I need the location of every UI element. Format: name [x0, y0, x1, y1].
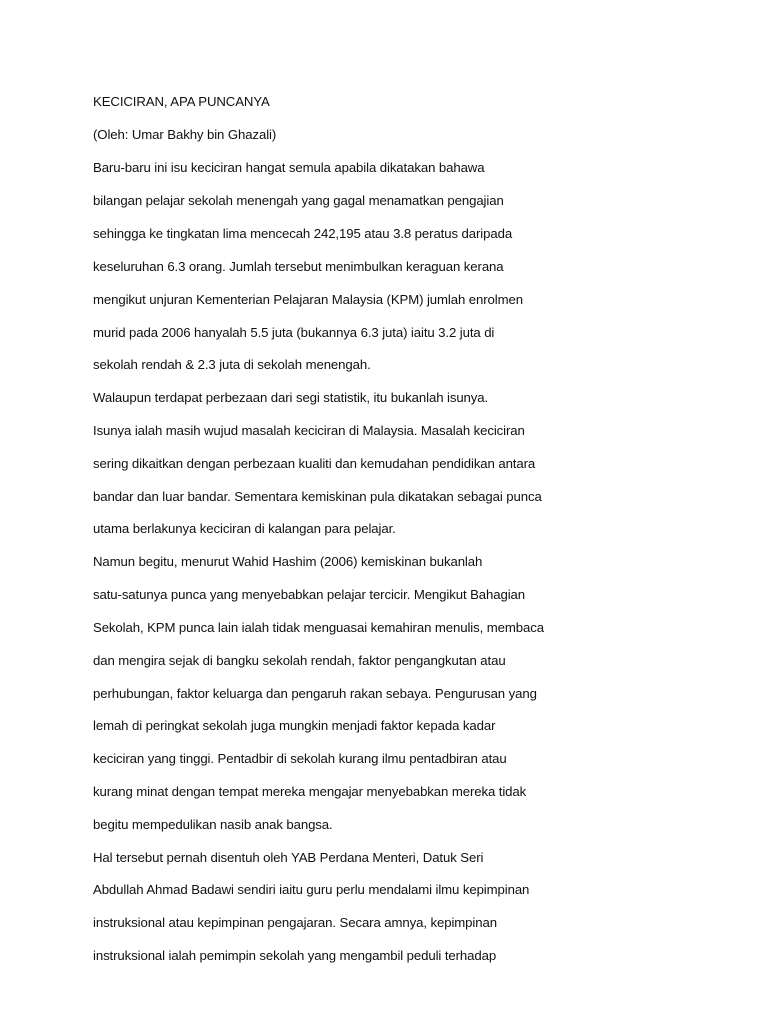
body-line: instruksional ialah pemimpin sekolah yang mengambil peduli terhadap [93, 948, 497, 963]
body-line: Hal tersebut pernah disentuh oleh YAB Perdana Menteri, Datuk Seri [93, 850, 484, 865]
body-line: utama berlakunya keciciran di kalangan para pelajar. [93, 521, 396, 536]
body-line: Isunya ialah masih wujud masalah keciciran di Malaysia. Masalah keciciran [93, 423, 525, 438]
body-line: perhubungan, faktor keluarga dan pengaruh rakan sebaya. Pengurusan yang [93, 686, 537, 701]
body-line: Abdullah Ahmad Badawi sendiri iaitu guru perlu mendalami ilmu kepimpinan [93, 882, 530, 897]
body-line: Walaupun terdapat perbezaan dari segi statistik, itu bukanlah isunya. [93, 390, 489, 405]
body-line: keseluruhan 6.3 orang. Jumlah tersebut menimbulkan keraguan kerana [93, 259, 504, 274]
body-line: kurang minat dengan tempat mereka mengajar menyebabkan mereka tidak [93, 784, 527, 799]
body-line: sekolah rendah & 2.3 juta di sekolah menengah. [93, 357, 371, 372]
body-line: Namun begitu, menurut Wahid Hashim (2006) kemiskinan bukanlah [93, 554, 483, 569]
body-line: sehingga ke tingkatan lima mencecah 242,195 atau 3.8 peratus daripada [93, 226, 513, 241]
body-line: begitu mempedulikan nasib anak bangsa. [93, 817, 333, 832]
body-line: sering dikaitkan dengan perbezaan kualiti dan kemudahan pendidikan antara [93, 456, 536, 471]
document-byline: (Oleh: Umar Bakhy bin Ghazali) [93, 127, 277, 142]
body-line: mengikut unjuran Kementerian Pelajaran Malaysia (KPM) jumlah enrolmen [93, 292, 523, 307]
body-line: dan mengira sejak di bangku sekolah rendah, faktor pengangkutan atau [93, 653, 506, 668]
body-line: lemah di peringkat sekolah juga mungkin menjadi faktor kepada kadar [93, 718, 496, 733]
body-line: murid pada 2006 hanyalah 5.5 juta (bukannya 6.3 juta) iaitu 3.2 juta di [93, 325, 495, 340]
body-line: bandar dan luar bandar. Sementara kemiskinan pula dikatakan sebagai punca [93, 489, 542, 504]
body-line: Sekolah, KPM punca lain ialah tidak menguasai kemahiran menulis, membaca [93, 620, 544, 635]
body-line: satu-satunya punca yang menyebabkan pelajar tercicir. Mengikut Bahagian [93, 587, 526, 602]
body-line: instruksional atau kepimpinan pengajaran. Secara amnya, kepimpinan [93, 915, 497, 930]
document-title: KECICIRAN, APA PUNCANYA [93, 94, 270, 109]
body-line: Baru-baru ini isu keciciran hangat semula apabila dikatakan bahawa [93, 160, 485, 175]
body-line: keciciran yang tinggi. Pentadbir di sekolah kurang ilmu pentadbiran atau [93, 751, 507, 766]
body-line: bilangan pelajar sekolah menengah yang gagal menamatkan pengajian [93, 193, 504, 208]
